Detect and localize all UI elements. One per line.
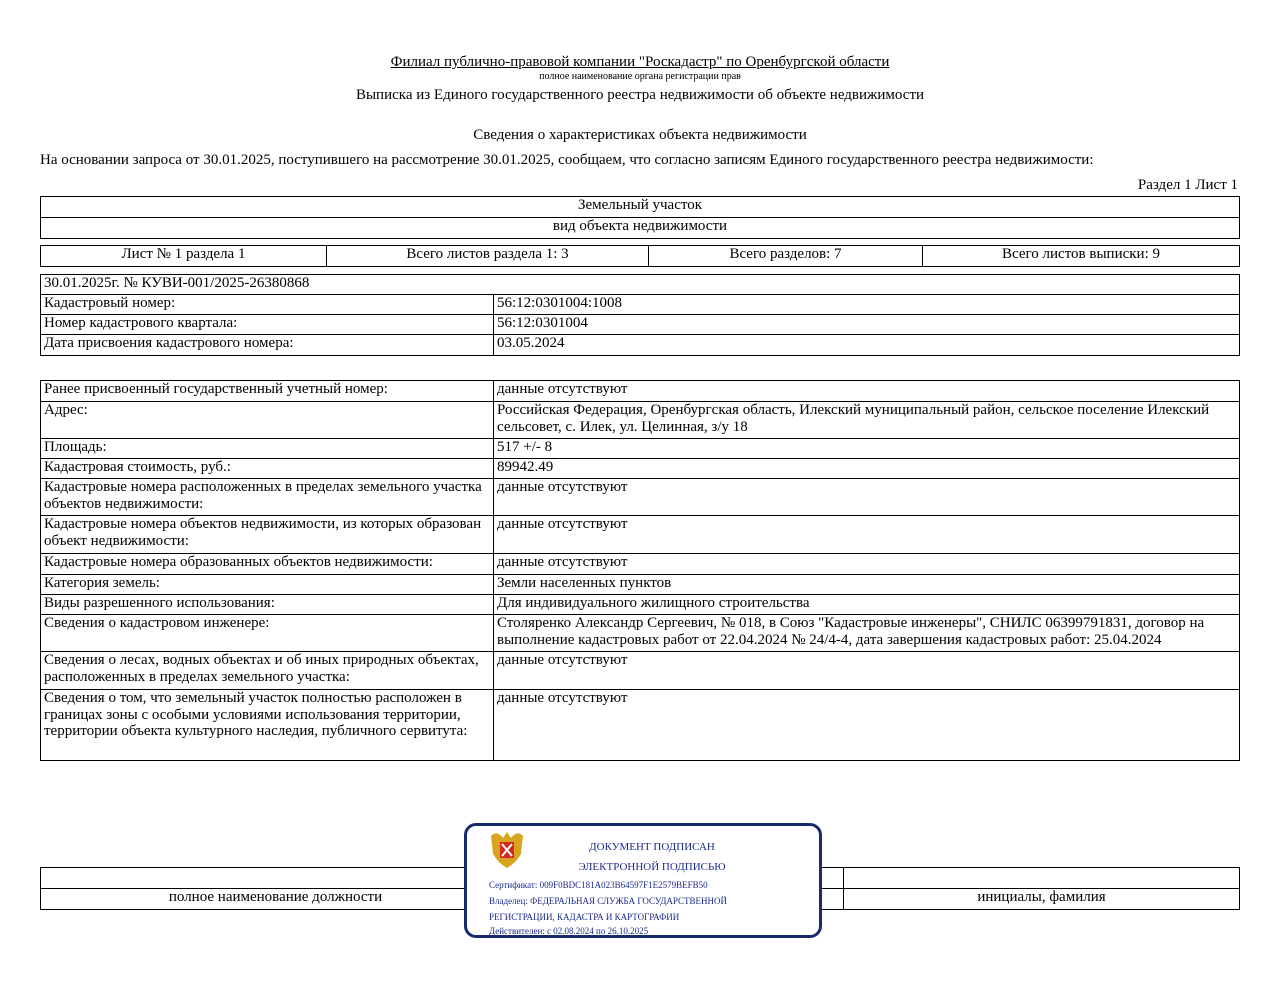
stamp-owner-cont: РЕГИСТРАЦИИ, КАДАСТРА И КАРТОГРАФИИ	[489, 912, 680, 922]
row-label: Кадастровые номера расположенных в пределах земельного участка объектов недвижимости:	[41, 479, 494, 516]
row-label: Кадастровые номера объектов недвижимости, из которых образован объект недвижимости:	[41, 516, 494, 554]
row-value: 517 +/- 8	[494, 439, 1240, 459]
row-label: Сведения о том, что земельный участок полностью расположен в границах зоны с особыми условиями использования территории, территории объекта культурного наследия, публичного сервитута:	[41, 690, 494, 761]
coat-of-arms-icon	[487, 828, 527, 870]
electronic-signature-stamp	[464, 823, 822, 938]
row-value: данные отсутствуют	[494, 554, 1240, 575]
row-label: Сведения о кадастровом инженере:	[41, 615, 494, 652]
total-sections: Всего разделов: 7	[649, 246, 923, 267]
name-caption: инициалы, фамилия	[844, 889, 1240, 910]
row-label: Кадастровый номер:	[41, 295, 494, 315]
row-value: 89942.49	[494, 459, 1240, 479]
row-value: Столяренко Александр Сергеевич, № 018, в Союз "Кадастровые инженеры", СНИЛС 06399791831, договор на выполнение кадастровых работ от 22.04.2024 № 24/4-4, дата завершения кадастровых работ: 25.04.2024	[494, 615, 1240, 652]
sheet-number: Лист № 1 раздела 1	[41, 246, 327, 267]
stamp-certificate: Сертификат: 009F0BDC181A023B64597F1E2579BEFB50	[489, 880, 708, 890]
position-caption: полное наименование должности	[41, 889, 511, 910]
row-value: 03.05.2024	[494, 335, 1240, 356]
intro-text: На основании запроса от 30.01.2025, поступившего на рассмотрение 30.01.2025, сообщаем, что согласно записям Единого государственного реестра недвижимости:	[40, 152, 1094, 168]
row-label: Категория земель:	[41, 575, 494, 595]
row-value: Для индивидуального жилищного строительства	[494, 595, 1240, 615]
document-subtitle: Сведения о характеристиках объекта недвижимости	[473, 127, 807, 143]
stamp-validity: Действителен: с 02.08.2024 по 26.10.2025	[489, 926, 649, 936]
row-label: Кадастровая стоимость, руб.:	[41, 459, 494, 479]
row-value: данные отсутствуют	[494, 652, 1240, 690]
row-value: данные отсутствуют	[494, 690, 1240, 761]
object-type: Земельный участок	[41, 197, 1240, 218]
row-value: Российская Федерация, Оренбургская область, Илекский муниципальный район, сельское поселение Илекский сельсовет, с. Илек, ул. Целинная, з/у 18	[494, 402, 1240, 439]
row-value: данные отсутствуют	[494, 479, 1240, 516]
row-label: Дата присвоения кадастрового номера:	[41, 335, 494, 356]
row-value: данные отсутствуют	[494, 381, 1240, 402]
stamp-owner: Владелец: ФЕДЕРАЛЬНАЯ СЛУЖБА ГОСУДАРСТВЕННОЙ	[489, 896, 728, 906]
org-name: Филиал публично-правовой компании "Роскадастр" по Оренбургской области	[390, 54, 890, 70]
row-value: 56:12:0301004	[494, 315, 1240, 335]
stamp-line2: ЭЛЕКТРОННОЙ ПОДПИСЬЮ	[578, 861, 726, 873]
doc-number: 30.01.2025г. № КУВИ-001/2025-26380868	[41, 275, 1240, 295]
section-sheets: Всего листов раздела 1: 3	[327, 246, 649, 267]
row-value: данные отсутствуют	[494, 516, 1240, 554]
section-label: Раздел 1 Лист 1	[1137, 177, 1238, 193]
object-type-caption: вид объекта недвижимости	[41, 218, 1240, 239]
total-sheets: Всего листов выписки: 9	[923, 246, 1240, 267]
row-label: Номер кадастрового квартала:	[41, 315, 494, 335]
row-label: Адрес:	[41, 402, 494, 439]
row-label: Ранее присвоенный государственный учетный номер:	[41, 381, 494, 402]
org-caption: полное наименование органа регистрации прав	[539, 71, 741, 82]
row-label: Виды разрешенного использования:	[41, 595, 494, 615]
row-label: Кадастровые номера образованных объектов недвижимости:	[41, 554, 494, 575]
row-label: Сведения о лесах, водных объектах и об иных природных объектах, расположенных в пределах земельного участка:	[41, 652, 494, 690]
sheet-info-table	[40, 245, 1240, 267]
object-type-table	[40, 196, 1240, 239]
identification-table	[40, 274, 1240, 356]
stamp-line1: ДОКУМЕНТ ПОДПИСАН	[589, 841, 715, 853]
row-value: 56:12:0301004:1008	[494, 295, 1240, 315]
row-value: Земли населенных пунктов	[494, 575, 1240, 595]
document-title: Выписка из Единого государственного реестра недвижимости об объекте недвижимости	[355, 87, 925, 103]
characteristics-table	[40, 380, 1240, 761]
row-label: Площадь:	[41, 439, 494, 459]
